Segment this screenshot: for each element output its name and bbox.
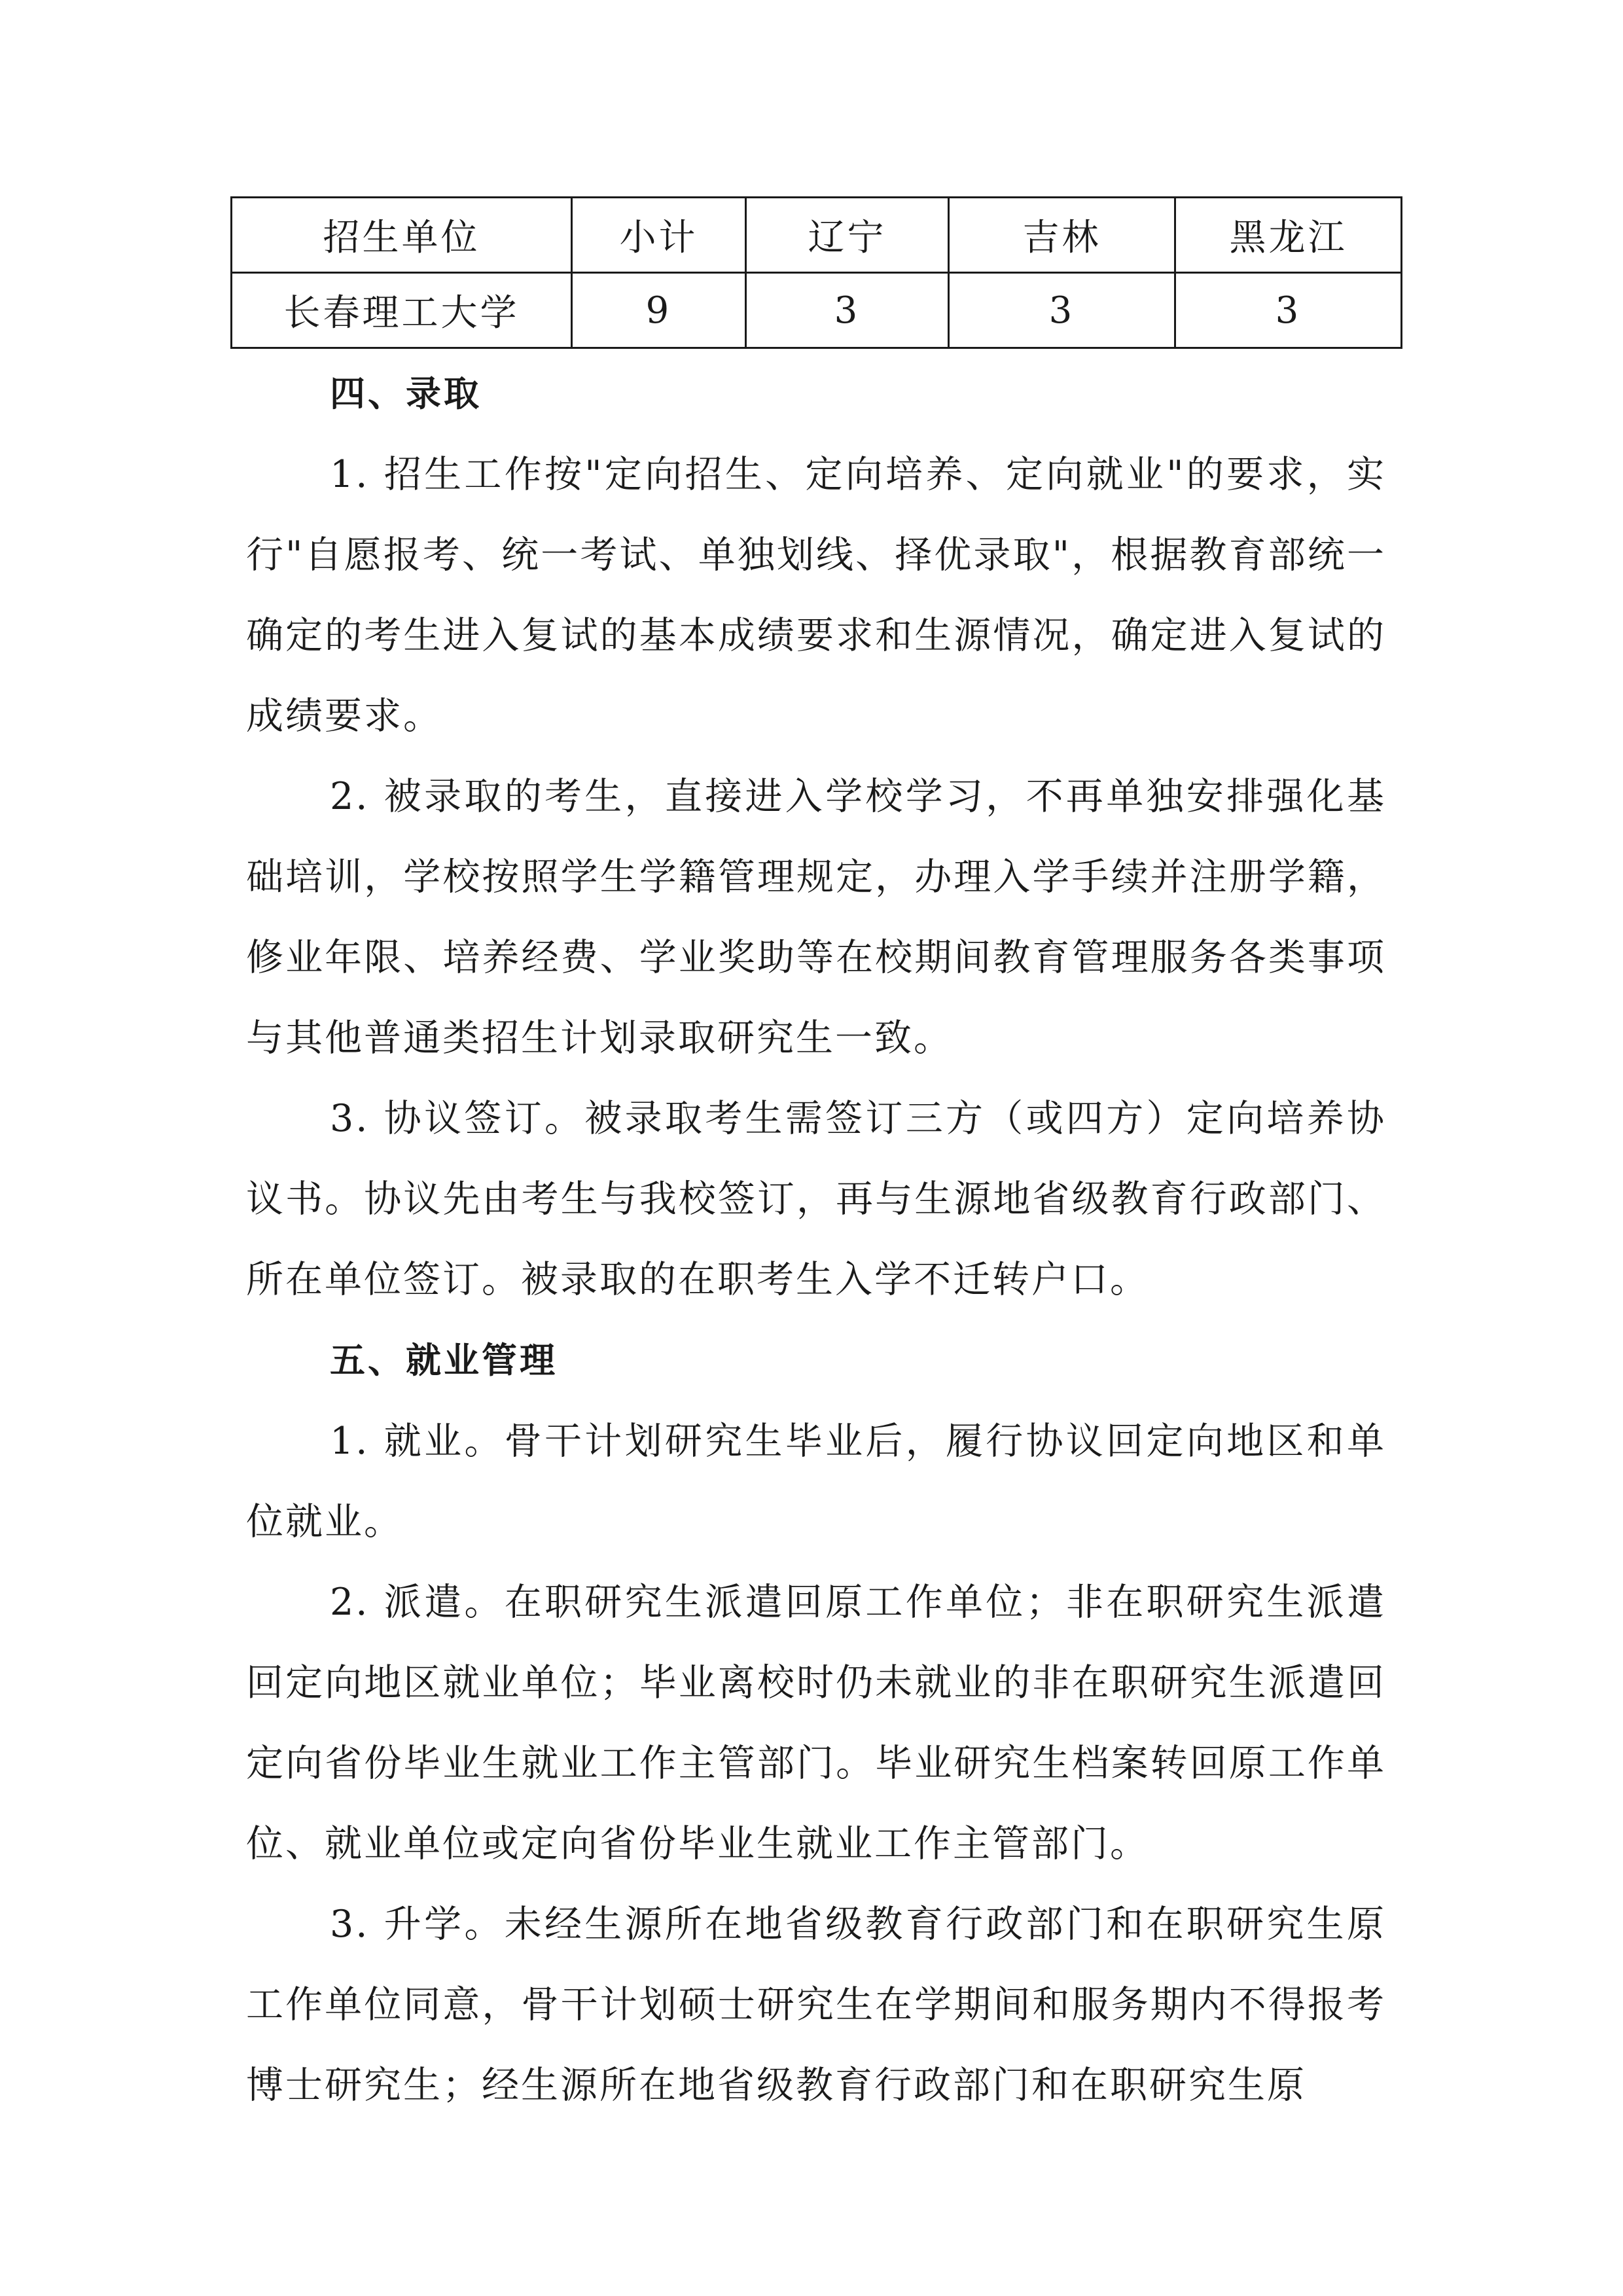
cell-heilongjiang: 3 <box>1175 273 1402 348</box>
admission-paragraph-1: 1. 招生工作按"定向招生、定向培养、定向就业"的要求，实行"自愿报考、统一考试、单独划线、择优录取"，根据教育部统一确定的考生进入复试的基本成绩要求和生源情况，确定进入复试的成绩要求。 <box>246 453 1386 738</box>
header-cell-liaoning: 辽宁 <box>746 198 949 273</box>
admission-paragraph-2: 2. 被录取的考生，直接进入学校学习，不再单独安排强化基础培训，学校按照学生学籍管理规定，办理入学手续并注册学籍，修业年限、培养经费、学业奖助等在校期间教育管理服务各类事项与其他普通类招生计划录取研究生一致。 <box>246 775 1386 1060</box>
employment-paragraph-1: 1. 就业。骨干计划研究生毕业后，履行协议回定向地区和单位就业。 <box>246 1420 1386 1543</box>
cell-liaoning: 3 <box>746 273 949 348</box>
quota-table <box>230 196 1402 349</box>
cell-subtotal: 9 <box>572 273 746 348</box>
employment-paragraph-2: 2. 派遣。在职研究生派遣回原工作单位；非在职研究生派遣回定向地区就业单位；毕业离校时仍未就业的非在职研究生派遣回定向省份毕业生就业工作主管部门。毕业研究生档案转回原工作单位、就业单位或定向省份毕业生就业工作主管部门。 <box>246 1581 1386 1865</box>
section-heading-admission: 四、录取 <box>330 373 482 414</box>
cell-unit-name: 长春理工大学 <box>232 273 572 348</box>
header-cell-subtotal: 小计 <box>572 198 746 273</box>
section-heading-employment: 五、就业管理 <box>330 1340 558 1381</box>
header-cell-heilongjiang: 黑龙江 <box>1175 198 1402 273</box>
table-header-row <box>232 198 1402 273</box>
employment-paragraph-3: 3. 升学。未经生源所在地省级教育行政部门和在职研究生原工作单位同意，骨干计划硕士研究生在学期间和服务期内不得报考博士研究生；经生源所在地省级教育行政部门和在职研究生原 <box>246 1903 1386 2107</box>
table-row <box>232 273 1402 348</box>
body-text <box>246 353 1386 2126</box>
admission-paragraph-3: 3. 协议签订。被录取考生需签订三方（或四方）定向培养协议书。协议先由考生与我校签订，再与生源地省级教育行政部门、所在单位签订。被录取的在职考生入学不迁转户口。 <box>246 1097 1386 1301</box>
header-cell-jilin: 吉林 <box>949 198 1175 273</box>
cell-jilin: 3 <box>949 273 1175 348</box>
header-cell-unit: 招生单位 <box>232 198 572 273</box>
